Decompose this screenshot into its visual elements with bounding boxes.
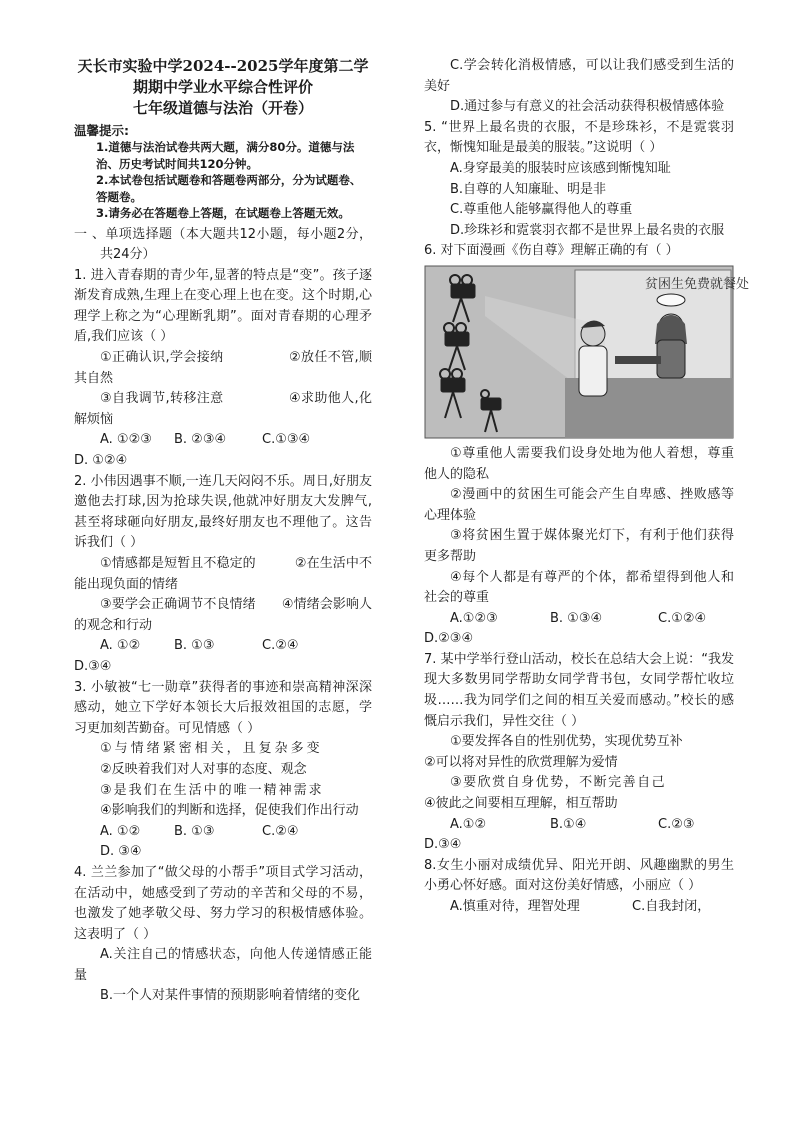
q4-option-b[interactable]: B.一个人对某件事情的预期影响着情绪的变化 (100, 988, 361, 1004)
q6-s2: ②漫画中的贫困生可能会产生自卑感、挫败感等心理体验 (424, 487, 734, 523)
tips-heading: 温馨提示: (74, 123, 129, 138)
q4-option-a[interactable]: A.关注自己的情感状态，向他人传递情感正能量 (74, 947, 372, 983)
q3-options-d-row (74, 842, 372, 863)
q6-option-d[interactable]: D.②③④ (424, 631, 474, 647)
q3-option-b[interactable]: B. ①③ (174, 823, 215, 839)
q1-s1: ①正确认识,学会接纳 (100, 350, 224, 366)
q1-statements-b (74, 389, 372, 430)
q2-options (74, 636, 372, 657)
cartoon-image (425, 266, 750, 438)
q2-option-c[interactable]: C.②④ (262, 638, 299, 654)
q4-option-c[interactable]: C.学会转化消极情感，可以让我们感受到生活的美好 (424, 58, 734, 94)
q7-option-b[interactable]: B.①④ (550, 816, 587, 832)
q1-statements-a (74, 348, 372, 389)
q6-s3: ③将贫困生置于媒体聚光灯下，有利于他们获得更多帮助 (424, 528, 734, 564)
q2-stem: 2. 小伟因遇事不顺,一连几天闷闷不乐。周日,好朋友邀他去打球,因为抢球失误,他就冲好朋友大发脾气,甚至将球砸向好朋友,最终好朋友也不理他了。这告诉我们（ ） (74, 473, 372, 551)
q4-stem: 4. 兰兰参加了“做父母的小帮手”项目式学习活动，在活动中，她感受到了劳动的辛苦和父母的不易，也激发了她孝敬父母、努力学习的积极情感体验。这表明了（ ） (74, 864, 372, 942)
q3-s4: ④影响我们的判断和选择，促使我们作出行动 (100, 803, 359, 819)
q6-s4: ④每个人都是有尊严的个体，都希望得到他人和社会的尊重 (424, 569, 734, 606)
q5-option-a[interactable]: A.身穿最美的服装时应该感到惭愧知耻 (450, 160, 671, 176)
q4-option-d[interactable]: D.通过参与有意义的社会活动获得积极情感体验 (450, 99, 725, 115)
q2-s3: ③要学会正确调节不良情绪 (100, 597, 256, 613)
q2-s2: ②在生活中不能出现负面的情绪 (74, 556, 372, 592)
q3-option-a[interactable]: A. ①② (100, 823, 141, 839)
q6-s1: ①尊重他人需要我们设身处地为他人着想，尊重他人的隐私 (424, 445, 734, 482)
q2-statements-a (74, 554, 372, 595)
q1-s3: ③自我调节,转移注意 (100, 391, 224, 407)
exam-title-line1: 天长市实验中学2024--2025学年度第二学 (77, 57, 369, 75)
tip-item-3: 3.请务必在答题卷上答题，在试题卷上答题无效。 (96, 206, 350, 220)
q1-options (74, 430, 372, 451)
q6-stem: 6. 对下面漫画《伤自尊》理解正确的有（ ） (424, 243, 679, 259)
q1-stem: 1. 进入青春期的青少年,显著的特点是“变”。孩子逐渐发育成熟,生理上在变心理上也在变。这个时期,心理学上称之为“心理断乳期”。面对青春期的心理矛盾,我们应该（ ） (74, 267, 372, 345)
q3-s3: ③是我们在生活中的唯一精神需求 (100, 782, 324, 798)
q3-options (74, 822, 372, 843)
q8-stem: 8.女生小丽对成绩优异、阳光开朗、风趣幽默的男生小勇心怀好感。面对这份美好情感，小丽应（ ） (424, 857, 734, 894)
q2-s4: ④情绪会影响人的观念和行动 (74, 597, 373, 633)
q7-s2: ②可以将对异性的欣赏理解为爱情 (424, 754, 618, 770)
tip-item-2: 2.本试卷包括试题卷和答题卷两部分，分为试题卷、答题卷。 (96, 173, 362, 204)
exam-title-line2: 期期中学业水平综合性评价 (132, 78, 313, 96)
q7-option-c[interactable]: C.②③ (658, 816, 695, 832)
q7-s1: ①要发挥各自的性别优势，实现优势互补 (450, 734, 683, 750)
q5-option-d[interactable]: D.珍珠衫和霓裳羽衣都不是世界上最名贵的衣服 (450, 222, 725, 238)
q6-options (424, 609, 734, 630)
q3-stem: 3. 小敏被“七一勋章”获得者的事迹和崇高精神深深感动，她立下学好本领长大后报效祖国的志愿，学习更加刻苦勤奋。可见情感（ ） (74, 679, 372, 736)
q3-option-c[interactable]: C.②④ (262, 823, 299, 839)
q3-option-d[interactable]: D. ③④ (100, 844, 142, 860)
q2-option-b[interactable]: B. ①③ (174, 638, 215, 654)
q3-s2: ②反映着我们对人对事的态度、观念 (100, 761, 307, 777)
q2-option-d[interactable]: D.③④ (74, 658, 112, 674)
q1-option-a[interactable]: A. ①②③ (100, 432, 152, 448)
q2-option-a[interactable]: A. ①② (100, 638, 141, 654)
tip-item-1: 1.道德与法治试卷共两大题，满分80分。道德与法治、历史考试时间共120分钟。 (96, 140, 355, 171)
q7-option-a[interactable]: A.①② (450, 816, 487, 832)
q7-option-d[interactable]: D.③④ (424, 837, 462, 853)
q5-option-c[interactable]: C.尊重他人能够赢得他人的尊重 (450, 202, 633, 218)
cartoon-caption: 贫困生免费就餐处 (644, 276, 750, 292)
q1-option-c[interactable]: C.①③④ (262, 432, 311, 448)
q7-s4: ④彼此之间要相互理解，相互帮助 (424, 796, 618, 812)
q7-options (424, 815, 734, 836)
q1-option-b[interactable]: B. ②③④ (174, 432, 227, 448)
right-column (424, 56, 750, 918)
q5-option-b[interactable]: B.自尊的人知廉耻、明是非 (450, 181, 607, 197)
q1-s2: ②放任不管,顺其自然 (74, 350, 372, 386)
q2-s1: ①情感都是短暂且不稳定的 (100, 556, 256, 571)
q2-statements-b (74, 595, 372, 636)
q3-s1: ①与情绪紧密相关，且复杂多变 (100, 741, 323, 757)
q8-option-c[interactable]: C.自我封闭， (632, 899, 711, 914)
q1-s4: ④求助他人,化解烦恼 (74, 391, 372, 427)
q8-option-a[interactable]: A.慎重对待，理智处理 (450, 899, 580, 914)
q8-options (424, 897, 734, 918)
q7-stem: 7. 某中学举行登山活动，校长在总结大会上说：“我发现大多数男同学帮助女同学背书包，女同学帮忙收垃圾……我为同学们之间的相互关爱而感动。”校长的感慨启示我们，异性交往（ ） (424, 651, 734, 729)
exam-title-line3: 七年级道德与法治（开卷） (132, 99, 313, 117)
q6-option-a[interactable]: A.①②③ (450, 610, 498, 626)
section-heading: 一 、单项选择题（本大题共12小题，每小题2分，共24分） (74, 226, 372, 263)
q6-option-b[interactable]: B. ①③④ (550, 610, 603, 626)
q1-option-d[interactable]: D. ①②④ (74, 453, 128, 469)
q5-stem: 5. “世界上最名贵的衣服，不是珍珠衫，不是霓裳羽衣，惭愧知耻是最美的服装。”这说明（ ） (424, 119, 734, 156)
q6-option-c[interactable]: C.①②④ (658, 610, 707, 626)
q7-s3: ③要欣赏自身优势，不断完善自己 (450, 775, 667, 791)
left-column (74, 56, 372, 1007)
